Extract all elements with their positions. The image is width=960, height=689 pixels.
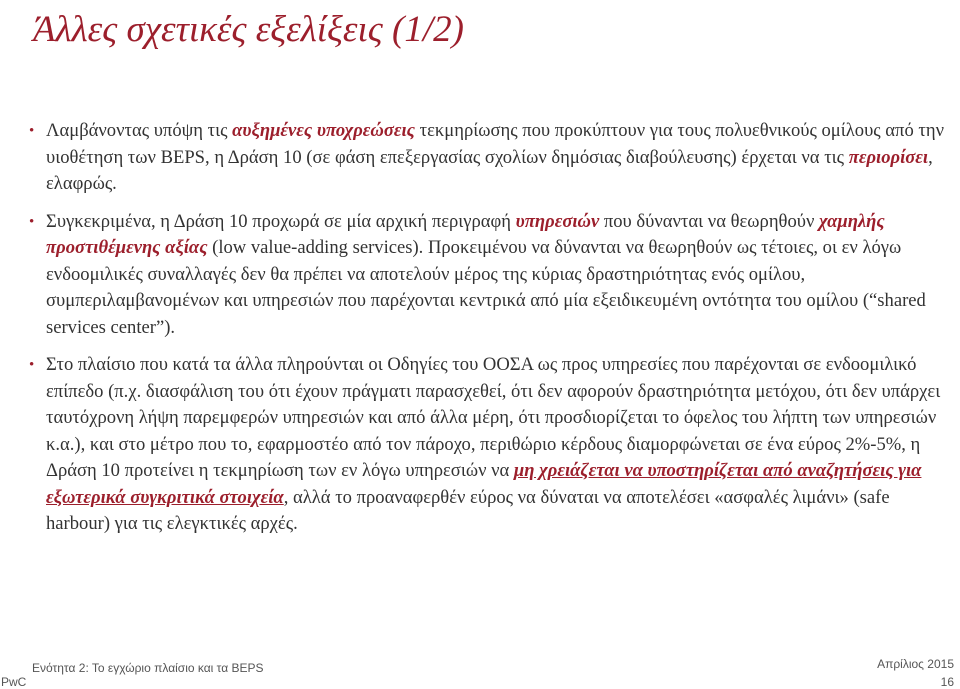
bullet-list [29,118,949,549]
brand-logo: PwC [1,675,27,689]
bullet-text: , αλλά το προαναφερθέν εύρος να δύναται να αποτελέσει «ασφαλές λιμάνι» (safe harbour) για τις ελεγκτικές αρχές. [46,486,890,534]
footer-date: Απρίλιος 2015 [877,657,954,671]
page-title: Άλλες σχετικές εξελίξεις (1/2) [33,9,464,50]
highlight-text: περιορίσει [848,146,929,168]
bullet-item [29,118,949,198]
bullet-text: Στο πλαίσιο που κατά τα άλλα πληρούνται οι Οδηγίες του ΟΟΣΑ ως προς υπηρεσίες που παρέχονται σε ενδοομιλικό επίπεδο (π.χ. διασφάλιση του ότι έχουν πράγματι παρασχεθεί, ότι δεν αφορούν δραστηριότητα μετόχου, ότι δεν υπάρχει ταυτόχρονη λήψη παρεμφερών υπηρεσιών και από άλλα μέρη, ότι προσδιορίζεται το όφελος του λήπτη των υπηρεσιών κ.α.), και στο μέτρο που το, εφαρμοστέο από τον πάροχο, περιθώριο κέρδους διαμορφώνεται σε ένα εύρος 2%-5%, η Δράση 10 προτείνει η τεκμηρίωση των εν λόγω υπηρεσιών να [46,354,941,481]
bullet-text: τεκμηρίωσης που προκύπτουν για τους πολυεθνικούς ομίλους από την υιοθέτηση των BEPS, η Δράση 10 (σε φάση επεξεργασίας σχολίων δημόσιας διαβούλευσης) έρχεται να τις [46,120,944,168]
footer-section: Ενότητα 2: Το εγχώριο πλαίσιο και τα BEPS [32,661,264,675]
bullet-text: , ελαφρώς. [46,146,933,194]
highlight-text: υπηρεσιών [515,210,600,232]
highlight-text: χαμηλής προστιθέμενης αξίας [46,210,885,258]
bullet-text: Συγκεκριμένα, η Δράση 10 προχωρά σε μία αρχική περιγραφή [46,210,516,232]
bullet-text: (low value-adding services). Προκειμένου να δύνανται να θεωρηθούν ως τέτοιες, οι εν λόγω ενδοομιλικές συναλλαγές δεν θα πρέπει να αποτελούν μέρος της κύριας δραστηριότητας ενός ομίλου, συμπεριλαμβανομένων και υπηρεσιών που παρέχονται κεντρικά από μία εξειδικευμένη οντότητα του ομίλου (“shared services center”). [46,237,926,338]
bullet-text: που δύνανται να θεωρηθούν [599,210,820,232]
highlight-text: αυξημένες υποχρεώσεις [232,120,415,141]
bullet-icon: • [29,123,35,139]
bullet-icon: • [29,357,35,373]
page-number: 16 [940,675,954,689]
bullet-icon: • [29,213,35,230]
bullet-item [29,209,949,342]
bullet-item [29,352,949,538]
highlight-text: μη χρειάζεται να υποστηρίζεται από αναζητήσεις για εξωτερικά συγκριτικά στοιχεία [46,460,922,508]
bullet-text: Λαμβάνοντας υπόψη τις [46,120,233,141]
